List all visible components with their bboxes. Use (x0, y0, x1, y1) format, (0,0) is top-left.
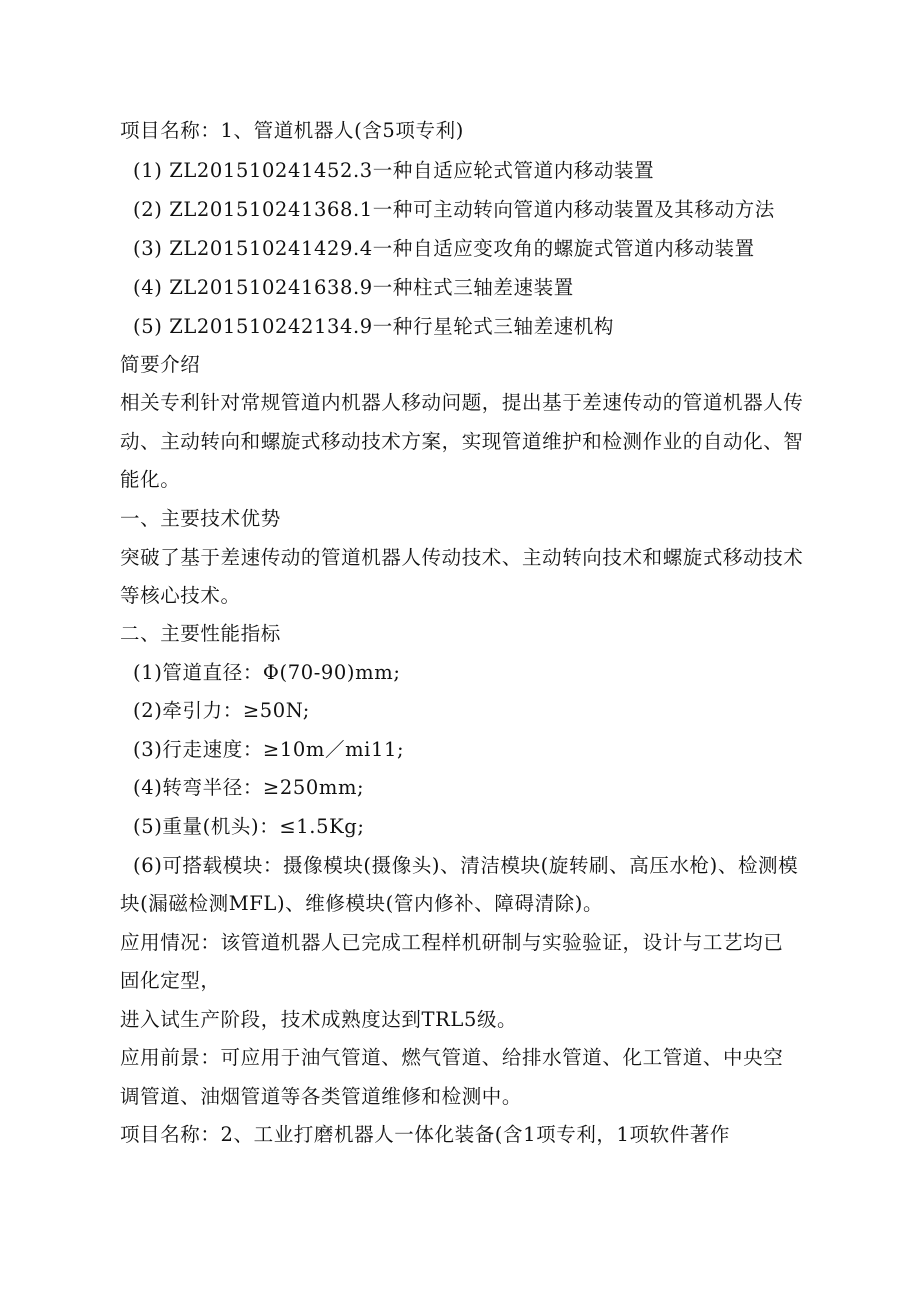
patent-item-2: (2) ZL201510241368.1一种可主动转向管道内移动装置及其移动方法 (133, 198, 775, 221)
performance-item-1: (1)管道直径：Φ(70-90)mm; (133, 661, 401, 684)
performance-heading: 二、主要性能指标 (120, 622, 281, 645)
advantage-line-2: 等核心技术。 (120, 584, 241, 607)
patent-item-3: (3) ZL201510241429.4一种自适应变攻角的螺旋式管道内移动装置 (133, 237, 755, 260)
prospect-line-2: 调管道、油烟管道等各类管道维修和检测中。 (120, 1085, 523, 1108)
performance-item-6: (6)可搭载模块：摄像模块(摄像头)、清洁模块(旋转刷、高压水枪)、检测模 (133, 854, 799, 877)
project-2-title: 项目名称：2、工业打磨机器人一体化装备(含1项专利，1项软件著作 (120, 1123, 731, 1146)
performance-item-5: (5)重量(机头)：≤1.5Kg; (133, 815, 365, 838)
application-line-1: 应用情况：该管道机器人已完成工程样机研制与实验验证，设计与工艺均已 (120, 931, 784, 954)
patent-item-4: (4) ZL201510241638.9一种柱式三轴差速装置 (133, 276, 574, 299)
intro-line-2: 动、主动转向和螺旋式移动技术方案，实现管道维护和检测作业的自动化、智 (120, 430, 804, 453)
patent-item-5: (5) ZL201510242134.9一种行星轮式三轴差速机构 (133, 315, 615, 338)
intro-heading: 简要介绍 (120, 353, 201, 376)
intro-line-1: 相关专利针对常规管道内机器人移动问题，提出基于差速传动的管道机器人传 (120, 391, 804, 414)
performance-item-4: (4)转弯半径：≥250mm; (133, 776, 365, 799)
advantage-heading: 一、主要技术优势 (120, 507, 281, 530)
project-1-title: 项目名称：1、管道机器人(含5项专利) (120, 119, 464, 142)
performance-item-2: (2)牵引力：≥50N; (133, 699, 310, 722)
application-line-3: 进入试生产阶段，技术成熟度达到TRL5级。 (120, 1008, 518, 1031)
performance-item-3: (3)行走速度：≥10m／mi11; (133, 738, 405, 761)
advantage-line-1: 突破了基于差速传动的管道机器人传动技术、主动转向技术和螺旋式移动技术 (120, 546, 804, 569)
intro-line-3: 能化。 (120, 468, 181, 491)
patent-item-1: (1) ZL201510241452.3一种自适应轮式管道内移动装置 (133, 159, 655, 182)
performance-item-6-cont: 块(漏磁检测MFL)、维修模块(管内修补、障碍清除)。 (120, 892, 604, 915)
application-line-2: 固化定型， (120, 969, 221, 992)
prospect-line-1: 应用前景：可应用于油气管道、燃气管道、给排水管道、化工管道、中央空 (120, 1046, 784, 1069)
